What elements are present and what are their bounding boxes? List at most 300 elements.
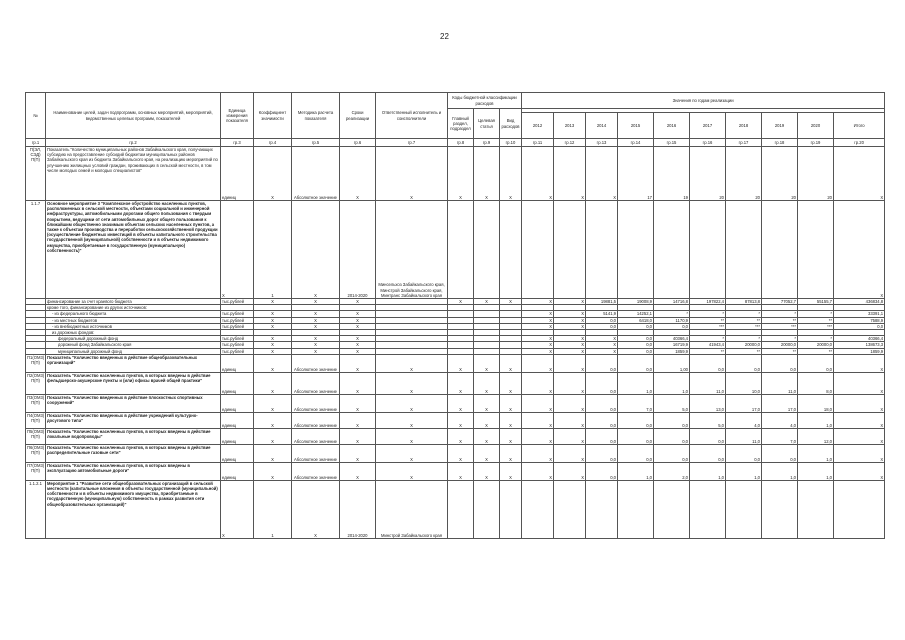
row-value-2013: X bbox=[554, 317, 586, 323]
row-value-Итого: X bbox=[834, 354, 885, 372]
row-unit: единиц bbox=[221, 354, 254, 372]
row-value-Итого: 33391,1 bbox=[834, 311, 885, 317]
row-value-2020 bbox=[798, 201, 834, 299]
row-name: Мероприятие 1 "Развитие сети общеобразовательных организаций в сельской местности (капитальные вложения в объекты государственной (муниципальной) собственности и в объекты недвижимого имущества, приобретаемые в государственную (муниципальную) собственность в рамках развития сети общеобразовательных организаций)" bbox=[46, 480, 221, 538]
row-value-2020: *** bbox=[798, 323, 834, 329]
row-target: X bbox=[474, 412, 500, 428]
row-value-2016: 1,00 bbox=[654, 354, 690, 372]
gr-label: гр.2 bbox=[46, 139, 221, 147]
gr-label: гр.13 bbox=[586, 139, 618, 147]
row-value-2015: 0,0 bbox=[618, 354, 654, 372]
row-value-2018 bbox=[726, 201, 762, 299]
row-target: X bbox=[474, 372, 500, 394]
row-value-2013: X bbox=[554, 462, 586, 480]
row-method: X bbox=[292, 342, 340, 348]
row-value-Итого: 0,0 bbox=[834, 323, 885, 329]
row-term: X bbox=[340, 311, 376, 317]
row-value-2018: 11,0 bbox=[726, 428, 762, 444]
year-total: Итого bbox=[834, 113, 885, 139]
row-glav: X bbox=[448, 428, 474, 444]
row-method: X bbox=[292, 299, 340, 305]
row-coef: X bbox=[254, 311, 292, 317]
row-name: Показатель "Количество населенных пунктов, в которых введены в действие локальные водопроводы" bbox=[46, 428, 221, 444]
row-value-2020: 20000,0 bbox=[798, 342, 834, 348]
row-executor: X bbox=[376, 462, 448, 480]
row-number: 1.1.7 bbox=[26, 201, 46, 299]
header-name: Наименование целей, задач подпрограмм, основных мероприятий, мероприятий, ведомственных целевых программ, показателей bbox=[46, 93, 221, 139]
row-value-2018: ** bbox=[726, 317, 762, 323]
table-row bbox=[26, 480, 885, 538]
header-glav: Главный раздел, подраздел bbox=[448, 109, 474, 139]
row-value-Итого: 436834,8 bbox=[834, 299, 885, 305]
row-value-2020: 0,0 bbox=[798, 354, 834, 372]
row-value-2015: 0,0 bbox=[618, 348, 654, 354]
row-value-2019: ** bbox=[762, 317, 798, 323]
row-value-2012: X bbox=[522, 147, 554, 201]
row-coef: X bbox=[254, 299, 292, 305]
row-value-2015: 19008,9 bbox=[618, 299, 654, 305]
row-value-2014 bbox=[586, 480, 618, 538]
row-target: X bbox=[474, 299, 500, 305]
row-coef: 1 bbox=[254, 480, 292, 538]
row-value-2015 bbox=[618, 480, 654, 538]
row-target: X bbox=[474, 147, 500, 201]
row-value-Итого: X bbox=[834, 444, 885, 462]
row-value-2017 bbox=[690, 480, 726, 538]
table-row bbox=[26, 444, 885, 462]
table-row bbox=[26, 372, 885, 394]
row-value-2016: 1,0 bbox=[654, 372, 690, 394]
row-value-2016: 40366,4 bbox=[654, 336, 690, 342]
row-unit: X bbox=[221, 480, 254, 538]
row-value-2018: * bbox=[726, 311, 762, 317]
row-name: Показатель "Количество введенных в действие общеобразовательных организаций" bbox=[46, 354, 221, 372]
gr-label: гр.6 bbox=[340, 139, 376, 147]
program-table bbox=[25, 92, 885, 539]
year-2016: 2016 bbox=[654, 113, 690, 139]
row-method: X bbox=[292, 311, 340, 317]
row-glav: X bbox=[448, 299, 474, 305]
row-kind: X bbox=[500, 462, 522, 480]
gr-label: гр.4 bbox=[254, 139, 292, 147]
table-row bbox=[26, 201, 885, 299]
row-number: 1.1.2.1 bbox=[26, 480, 46, 538]
row-value-2019: 7,0 bbox=[762, 428, 798, 444]
row-target: X bbox=[474, 354, 500, 372]
gr-label: гр.15 bbox=[654, 139, 690, 147]
row-value-2015: 0,0 bbox=[618, 342, 654, 348]
row-value-2012: X bbox=[522, 336, 554, 342]
row-value-2017: ** bbox=[690, 317, 726, 323]
row-value-2013: X bbox=[554, 394, 586, 412]
row-glav: X bbox=[448, 147, 474, 201]
row-value-2013 bbox=[554, 480, 586, 538]
row-value-2019: * bbox=[762, 336, 798, 342]
row-value-2012: X bbox=[522, 372, 554, 394]
row-value-2019: 4,0 bbox=[762, 412, 798, 428]
header-no: № bbox=[26, 93, 46, 139]
row-value-2013: X bbox=[554, 444, 586, 462]
row-kind: X bbox=[500, 428, 522, 444]
row-value-Итого: X bbox=[834, 462, 885, 480]
row-value-2013: X bbox=[554, 147, 586, 201]
row-target bbox=[474, 480, 500, 538]
row-term: X bbox=[340, 428, 376, 444]
row-value-2016: 0,0 bbox=[654, 412, 690, 428]
row-coef: X bbox=[254, 147, 292, 201]
gr-label: гр.16 bbox=[690, 139, 726, 147]
row-value-2013: X bbox=[554, 354, 586, 372]
row-kind: X bbox=[500, 147, 522, 201]
header-term: Сроки реализации bbox=[340, 93, 376, 139]
row-value-2019: 17,0 bbox=[762, 394, 798, 412]
row-method: Абсолютное значение bbox=[292, 444, 340, 462]
row-value-2017: 197822,4 bbox=[690, 299, 726, 305]
row-term: 2014-2020 bbox=[340, 480, 376, 538]
row-value-Итого: 7588,9 bbox=[834, 317, 885, 323]
row-value-2012: X bbox=[522, 462, 554, 480]
row-value-2018: 20 bbox=[726, 147, 762, 201]
row-coef: X bbox=[254, 444, 292, 462]
row-value-2012: X bbox=[522, 394, 554, 412]
gr-label: гр.7 bbox=[376, 139, 448, 147]
row-value-2019: 0,0 bbox=[762, 444, 798, 462]
row-name: муниципальный дорожный фонд bbox=[46, 348, 221, 354]
row-value-2016: 2,0 bbox=[654, 462, 690, 480]
row-unit: единиц bbox=[221, 412, 254, 428]
row-value-2012: X bbox=[522, 412, 554, 428]
row-unit: единиц bbox=[221, 444, 254, 462]
gr-label: гр.14 bbox=[618, 139, 654, 147]
row-value-2016: 0,0 bbox=[654, 323, 690, 329]
row-name: - из федерального бюджета bbox=[46, 311, 221, 317]
row-value-2019: * bbox=[762, 311, 798, 317]
header-exec: Ответственный исполнитель и соисполнители bbox=[376, 93, 448, 139]
row-name: из дорожных фондов: bbox=[46, 330, 221, 336]
row-value-2018: ** bbox=[726, 348, 762, 354]
row-number: П6(ОМ3) П(П) bbox=[26, 444, 46, 462]
row-value-2016: 19 bbox=[654, 147, 690, 201]
row-value-2017: 1,0 bbox=[690, 462, 726, 480]
row-value-2017: 5,0 bbox=[690, 412, 726, 428]
row-value-2015: 1,0 bbox=[618, 462, 654, 480]
year-2019: 2019 bbox=[762, 113, 798, 139]
row-term: X bbox=[340, 336, 376, 342]
row-executor: X bbox=[376, 354, 448, 372]
row-value-2014: 0,0 bbox=[586, 462, 618, 480]
row-value-2012 bbox=[522, 480, 554, 538]
row-executor: X bbox=[376, 147, 448, 201]
row-term: X bbox=[340, 354, 376, 372]
row-value-2012: X bbox=[522, 354, 554, 372]
row-value-2015: 14252,1 bbox=[618, 311, 654, 317]
row-target: X bbox=[474, 428, 500, 444]
row-term: X bbox=[340, 299, 376, 305]
row-coef: X bbox=[254, 323, 292, 329]
row-value-2014: 0,0 bbox=[586, 394, 618, 412]
row-method: Абсолютное значение bbox=[292, 428, 340, 444]
row-value-2012: X bbox=[522, 323, 554, 329]
row-name: Показатель "Количество введенных в действие учреждений культурно-досугового типа" bbox=[46, 412, 221, 428]
year-2020: 2020 bbox=[798, 113, 834, 139]
row-kind: X bbox=[500, 394, 522, 412]
row-value-2018: 17,0 bbox=[726, 394, 762, 412]
row-method: X bbox=[292, 480, 340, 538]
row-value-2013: X bbox=[554, 299, 586, 305]
row-name: финансирование за счет краевого бюджета bbox=[46, 299, 221, 305]
row-value-2018: 20000,0 bbox=[726, 342, 762, 348]
header-values-group: Значения по годам реализации bbox=[522, 93, 885, 109]
row-value-2012: X bbox=[522, 299, 554, 305]
gr-label: гр.12 bbox=[554, 139, 586, 147]
gr-label: гр.3 bbox=[221, 139, 254, 147]
row-value-2013: X bbox=[554, 323, 586, 329]
row-executor: X bbox=[376, 428, 448, 444]
row-value-2018: *** bbox=[726, 323, 762, 329]
table-row bbox=[26, 147, 885, 201]
row-value-2012 bbox=[522, 201, 554, 299]
row-value-2016: 1170,9 bbox=[654, 317, 690, 323]
year-2018: 2018 bbox=[726, 113, 762, 139]
row-kind: X bbox=[500, 412, 522, 428]
row-executor: X bbox=[376, 372, 448, 394]
row-name: - из внебюджетных источников bbox=[46, 323, 221, 329]
row-value-2019 bbox=[762, 480, 798, 538]
row-value-2015: 0,0 bbox=[618, 323, 654, 329]
row-value-2014 bbox=[586, 201, 618, 299]
row-value-2013: X bbox=[554, 372, 586, 394]
row-value-2013: X bbox=[554, 336, 586, 342]
row-coef: X bbox=[254, 412, 292, 428]
row-name: - из местных бюджетов bbox=[46, 317, 221, 323]
row-value-2018: 4,0 bbox=[726, 412, 762, 428]
row-number: П5(ОМ3) П(П) bbox=[26, 428, 46, 444]
row-value-Итого: 138673,3 bbox=[834, 342, 885, 348]
row-unit: единиц bbox=[221, 428, 254, 444]
row-name: федеральный дорожный фонд bbox=[46, 336, 221, 342]
row-coef: X bbox=[254, 342, 292, 348]
row-value-2012: X bbox=[522, 342, 554, 348]
row-value-2015: 17 bbox=[618, 147, 654, 201]
row-method: X bbox=[292, 336, 340, 342]
table-row bbox=[26, 462, 885, 480]
gr-label: гр.19 bbox=[798, 139, 834, 147]
row-term: X bbox=[340, 412, 376, 428]
row-value-2019: 1,0 bbox=[762, 462, 798, 480]
row-value-2017: ** bbox=[690, 348, 726, 354]
row-value-2013: X bbox=[554, 428, 586, 444]
header-unit: Единица измерения показателя bbox=[221, 93, 254, 139]
row-coef: 1 bbox=[254, 201, 292, 299]
row-kind: X bbox=[500, 372, 522, 394]
row-value-2020: ** bbox=[798, 348, 834, 354]
row-glav: X bbox=[448, 354, 474, 372]
row-name: Показатель "Количество населенных пунктов, в которых введены в действие фельдшерско-акушерские пункты и (или) офисы врачей общей практики" bbox=[46, 372, 221, 394]
row-value-2019: 20 bbox=[762, 147, 798, 201]
row-value-2020: * bbox=[798, 311, 834, 317]
row-value-2015: 0,0 bbox=[618, 336, 654, 342]
row-value-Итого bbox=[834, 480, 885, 538]
gr-label: гр.1 bbox=[26, 139, 46, 147]
row-value-2017: * bbox=[690, 336, 726, 342]
row-number: П2(ОМ3) П(П) bbox=[26, 372, 46, 394]
row-value-2012: X bbox=[522, 317, 554, 323]
row-value-2020: 1,0 bbox=[798, 462, 834, 480]
row-value-2014: X bbox=[586, 336, 618, 342]
row-value-2013: X bbox=[554, 348, 586, 354]
row-value-2019 bbox=[762, 201, 798, 299]
row-method: Абсолютное значение bbox=[292, 372, 340, 394]
row-value-2013: X bbox=[554, 311, 586, 317]
row-number: П7(ОМ3) П(П) bbox=[26, 462, 46, 480]
row-value-2019: 11,0 bbox=[762, 372, 798, 394]
row-value-2013 bbox=[554, 201, 586, 299]
row-value-2014: 0,0 bbox=[586, 428, 618, 444]
row-name: Показатель "Количество введенных в действие плоскостных спортивных сооружений" bbox=[46, 394, 221, 412]
row-value-2018: 87813,8 bbox=[726, 299, 762, 305]
row-value-2014: X bbox=[586, 147, 618, 201]
row-kind bbox=[500, 201, 522, 299]
row-value-2016: * bbox=[654, 311, 690, 317]
row-name: Показатель "Количество муниципальных районов Забайкальского края, получающих субсидию на предоставление субсидий бюджетам муниципальных районов Забайкальского края из бюджета Забайкальского края, на реализацию мероприятий по улучшению жилищных условий граждан, проживающих в сельской местности, в том числе молодых семей и молодых специалистов" bbox=[46, 147, 221, 201]
row-target: X bbox=[474, 394, 500, 412]
row-value-2020: 18,0 bbox=[798, 394, 834, 412]
row-value-2017: 0,0 bbox=[690, 444, 726, 462]
row-value-2020: ** bbox=[798, 317, 834, 323]
row-unit: тыс.рублей bbox=[221, 336, 254, 342]
row-value-Итого: X bbox=[834, 147, 885, 201]
year-2017: 2017 bbox=[690, 113, 726, 139]
row-target: X bbox=[474, 462, 500, 480]
row-target: X bbox=[474, 444, 500, 462]
row-value-2016: 0,0 bbox=[654, 444, 690, 462]
gr-label: гр.18 bbox=[762, 139, 798, 147]
row-number: П4(ОМ3) П(П) bbox=[26, 412, 46, 428]
row-target bbox=[474, 201, 500, 299]
gr-label: гр.20 bbox=[834, 139, 885, 147]
row-value-Итого: X bbox=[834, 394, 885, 412]
row-value-2019: 77052,7 bbox=[762, 299, 798, 305]
row-coef: X bbox=[254, 394, 292, 412]
row-method: Абсолютное значение bbox=[292, 147, 340, 201]
row-value-2016: 5,0 bbox=[654, 394, 690, 412]
row-value-2014: 0,0 bbox=[586, 444, 618, 462]
row-value-2014: 19881,5 bbox=[586, 299, 618, 305]
row-glav bbox=[448, 201, 474, 299]
row-coef: X bbox=[254, 372, 292, 394]
header-target: Целевая статья bbox=[474, 109, 500, 139]
row-value-2015: 6418,0 bbox=[618, 317, 654, 323]
row-value-2018: 0,0 bbox=[726, 444, 762, 462]
row-glav: X bbox=[448, 444, 474, 462]
row-term: X bbox=[340, 372, 376, 394]
header-coef: Коэффициент значимости bbox=[254, 93, 292, 139]
table-row bbox=[26, 354, 885, 372]
year-2012: 2012 bbox=[522, 113, 554, 139]
row-value-2017: *** bbox=[690, 323, 726, 329]
row-unit: тыс.рублей bbox=[221, 348, 254, 354]
row-unit: тыс.рублей bbox=[221, 311, 254, 317]
table-row bbox=[26, 394, 885, 412]
row-value-2020: * bbox=[798, 336, 834, 342]
row-method: Абсолютное значение bbox=[292, 412, 340, 428]
row-value-2016: 16719,9 bbox=[654, 342, 690, 348]
year-2015: 2015 bbox=[618, 113, 654, 139]
row-term: X bbox=[340, 444, 376, 462]
row-value-2020: 1,0 bbox=[798, 444, 834, 462]
row-executor: X bbox=[376, 444, 448, 462]
row-term: X bbox=[340, 394, 376, 412]
gr-label: гр.8 bbox=[448, 139, 474, 147]
row-executor: X bbox=[376, 412, 448, 428]
row-value-2014: X bbox=[586, 342, 618, 348]
table-header bbox=[26, 93, 885, 147]
header-kind: Вид расходов bbox=[500, 109, 522, 139]
row-unit: единиц bbox=[221, 462, 254, 480]
row-unit: тыс.рублей bbox=[221, 323, 254, 329]
row-value-2015: 7,0 bbox=[618, 394, 654, 412]
row-coef: X bbox=[254, 348, 292, 354]
row-value-Итого: X bbox=[834, 412, 885, 428]
row-term: X bbox=[340, 462, 376, 480]
row-value-2017: 41943,4 bbox=[690, 342, 726, 348]
row-number: П3(ОМ3) П(П) bbox=[26, 394, 46, 412]
row-glav: X bbox=[448, 372, 474, 394]
row-name: Показатель "Количество населенных пунктов, в которых введены в действие распределительные газовые сети" bbox=[46, 444, 221, 462]
table-row bbox=[26, 412, 885, 428]
row-value-2013: X bbox=[554, 342, 586, 348]
row-value-2015 bbox=[618, 201, 654, 299]
row-value-2012: X bbox=[522, 311, 554, 317]
row-method: Абсолютное значение bbox=[292, 394, 340, 412]
gr-label: гр.9 bbox=[474, 139, 500, 147]
row-term: X bbox=[340, 348, 376, 354]
row-unit: тыс.рублей bbox=[221, 317, 254, 323]
row-value-2015: 0,0 bbox=[618, 428, 654, 444]
gr-label: гр.17 bbox=[726, 139, 762, 147]
row-value-2020: 12,0 bbox=[798, 428, 834, 444]
row-term: X bbox=[340, 317, 376, 323]
row-value-2020: 8,0 bbox=[798, 372, 834, 394]
row-value-2015: 1,0 bbox=[618, 372, 654, 394]
row-value-Итого: X bbox=[834, 372, 885, 394]
row-value-2012: X bbox=[522, 428, 554, 444]
row-value-2016 bbox=[654, 480, 690, 538]
row-value-2017: * bbox=[690, 311, 726, 317]
row-number: П(ЭЛ, СЭД) П(П) bbox=[26, 147, 46, 201]
row-value-2020: 20 bbox=[798, 147, 834, 201]
row-unit: единиц bbox=[221, 147, 254, 201]
row-name: Основное мероприятие 3 "Комплексное обустройство населенных пунктов, расположенных в сельской местности, объектами социальной и инженерной инфраструктуры, автомобильными дорогами общего пользования с твердым покрытием, ведущими от сети автомобильных дорог общего пользования к ближайшим общественно значимым объектам сельских населенных пунктов, а также к объектам производства и переработки сельскохозяйственной продукции (осуществление бюджетных инвестиций в объекты капитального строительства государственной (муниципальной) собственности и в объекты недвижимого имущества, приобретаемые в государственную (муниципальную) собственность)" bbox=[46, 201, 221, 299]
row-value-2014: 0,0 bbox=[586, 412, 618, 428]
row-value-Итого: 1859,9 bbox=[834, 348, 885, 354]
row-value-2014: 5141,9 bbox=[586, 311, 618, 317]
row-value-2018: 10,0 bbox=[726, 372, 762, 394]
row-coef: X bbox=[254, 336, 292, 342]
row-value-2018: 1,0 bbox=[726, 462, 762, 480]
row-value-2017 bbox=[690, 201, 726, 299]
row-value-2012: X bbox=[522, 348, 554, 354]
row-value-2017: 13,0 bbox=[690, 394, 726, 412]
header-budget-group: Коды бюджетной классификации расходов bbox=[448, 93, 522, 109]
row-value-2017: 20 bbox=[690, 147, 726, 201]
row-value-2016: 0,0 bbox=[654, 428, 690, 444]
row-kind: X bbox=[500, 299, 522, 305]
row-value-Итого: X bbox=[834, 201, 885, 299]
row-kind: X bbox=[500, 444, 522, 462]
year-2013: 2013 bbox=[554, 113, 586, 139]
row-value-Итого: 40366,4 bbox=[834, 336, 885, 342]
